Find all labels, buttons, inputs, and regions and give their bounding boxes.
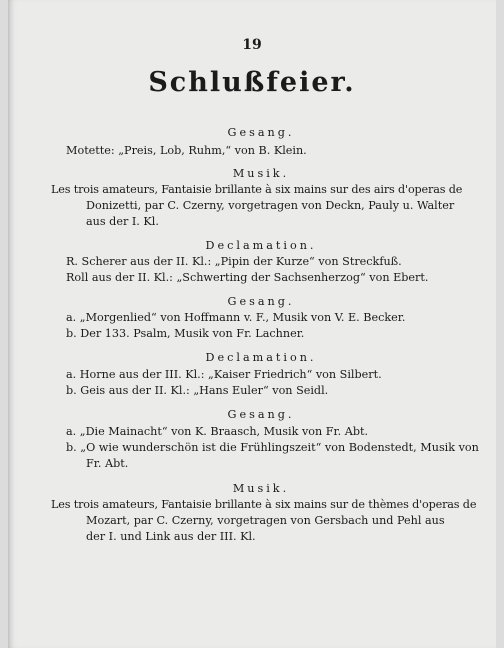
document-page xyxy=(8,0,496,648)
section-heading: Musik. xyxy=(232,482,290,495)
section-heading: Musik. xyxy=(232,167,290,180)
section-heading: Gesang. xyxy=(227,408,295,421)
program-line: der I. und Link aus der III. Kl. xyxy=(86,530,256,543)
program-line: Donizetti, par C. Czerny, vorgetragen von Deckn, Pauly u. Walter xyxy=(86,199,455,212)
program-line: b. „O wie wunderschön ist die Frühlingszeit“ von Bodenstedt, Musik von xyxy=(66,441,479,454)
program-line: aus der I. Kl. xyxy=(86,215,159,228)
program-line: Les trois amateurs, Fantaisie brillante à six mains sur de thèmes d'operas de xyxy=(51,498,477,511)
section-heading: Gesang. xyxy=(227,295,295,308)
program-line: Mozart, par C. Czerny, vorgetragen von Gersbach und Pehl aus xyxy=(86,514,445,527)
program-line: Les trois amateurs, Fantaisie brillante à six mains sur des airs d'operas de xyxy=(51,183,463,196)
page-title: Schlußfeier. xyxy=(148,67,356,98)
section-heading: Declamation. xyxy=(205,239,317,252)
section-heading: Gesang. xyxy=(227,126,295,139)
program-line: Roll aus der II. Kl.: „Schwerting der Sachsenherzog“ von Ebert. xyxy=(66,271,429,284)
program-line: R. Scherer aus der II. Kl.: „Pipin der Kurze“ von Streckfuß. xyxy=(66,255,402,268)
page-number: 19 xyxy=(242,37,262,53)
section-heading: Declamation. xyxy=(205,351,317,364)
program-line: Fr. Abt. xyxy=(86,457,129,470)
program-line: a. „Morgenlied“ von Hoffmann v. F., Musik von V. E. Becker. xyxy=(66,311,406,324)
program-line: a. „Die Mainacht“ von K. Braasch, Musik von Fr. Abt. xyxy=(66,425,369,438)
program-line: b. Der 133. Psalm, Musik von Fr. Lachner. xyxy=(66,327,305,340)
program-line: b. Geis aus der II. Kl.: „Hans Euler“ von Seidl. xyxy=(66,384,329,397)
program-line: a. Horne aus der III. Kl.: „Kaiser Friedrich“ von Silbert. xyxy=(66,368,382,381)
program-line: Motette: „Preis, Lob, Ruhm,“ von B. Klein. xyxy=(66,144,307,157)
